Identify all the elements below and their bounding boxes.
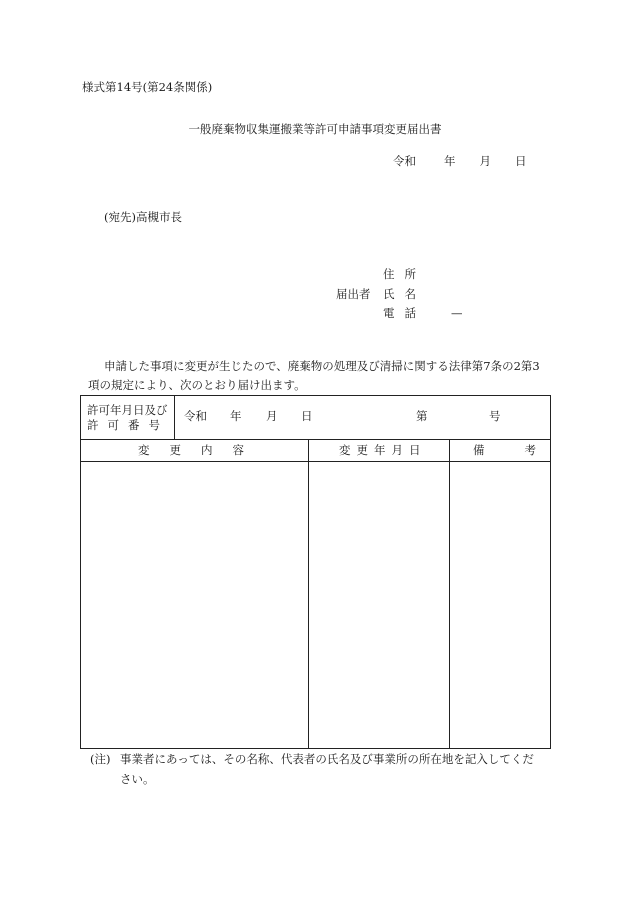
note-mark: (注): [90, 752, 111, 766]
permit-number-prefix: 第: [416, 409, 428, 423]
column-header-change-content: 変更内容: [138, 443, 264, 457]
phone-separator: —: [451, 306, 463, 320]
address-label: 住所: [383, 267, 426, 281]
permit-change-table: [80, 395, 576, 749]
column-header-remarks: 備考: [473, 443, 576, 457]
column-header-change-date: 変更年月日: [339, 443, 427, 457]
name-label: 氏名: [383, 287, 426, 301]
addressee: (宛先)高槻市長: [104, 210, 182, 224]
table-divider: [174, 396, 175, 439]
phone-label: 電話: [383, 306, 426, 320]
body-text-line-2: 項の規定により、次のとおり届け出ます。: [88, 378, 306, 392]
date-line: [393, 156, 527, 168]
filer-label: 届出者: [336, 287, 371, 301]
date-day: 日: [515, 154, 527, 168]
note-line-2: さい。: [120, 772, 155, 786]
permit-date-month: 月: [266, 409, 278, 423]
document-title: 一般廃棄物収集運搬業等許可申請事項変更届出書: [188, 122, 442, 136]
permit-label-line-2: 許可番号: [87, 418, 169, 432]
permit-number-suffix: 号: [489, 409, 501, 423]
date-year: 年: [444, 154, 456, 168]
change-content-cell[interactable]: [81, 462, 308, 748]
date-month: 月: [479, 154, 491, 168]
remarks-cell[interactable]: [450, 462, 550, 748]
table-divider: [81, 439, 550, 440]
change-date-cell[interactable]: [309, 462, 449, 748]
permit-date-year: 年: [230, 409, 242, 423]
body-text-line-1: 申請した事項に変更が生じたので、廃棄物の処理及び清掃に関する法律第7条の2第3: [104, 359, 540, 373]
date-era: 令和: [393, 154, 416, 168]
permit-date-day: 日: [301, 409, 313, 423]
permit-date-era: 令和: [184, 409, 207, 423]
note-line-1: 事業者にあっては、その名称、代表者の氏名及び事業所の所在地を記入してくだ: [120, 752, 534, 766]
permit-label-line-1: 許可年月日及び: [87, 403, 168, 417]
form-number: 様式第14号(第24条関係): [82, 80, 213, 94]
